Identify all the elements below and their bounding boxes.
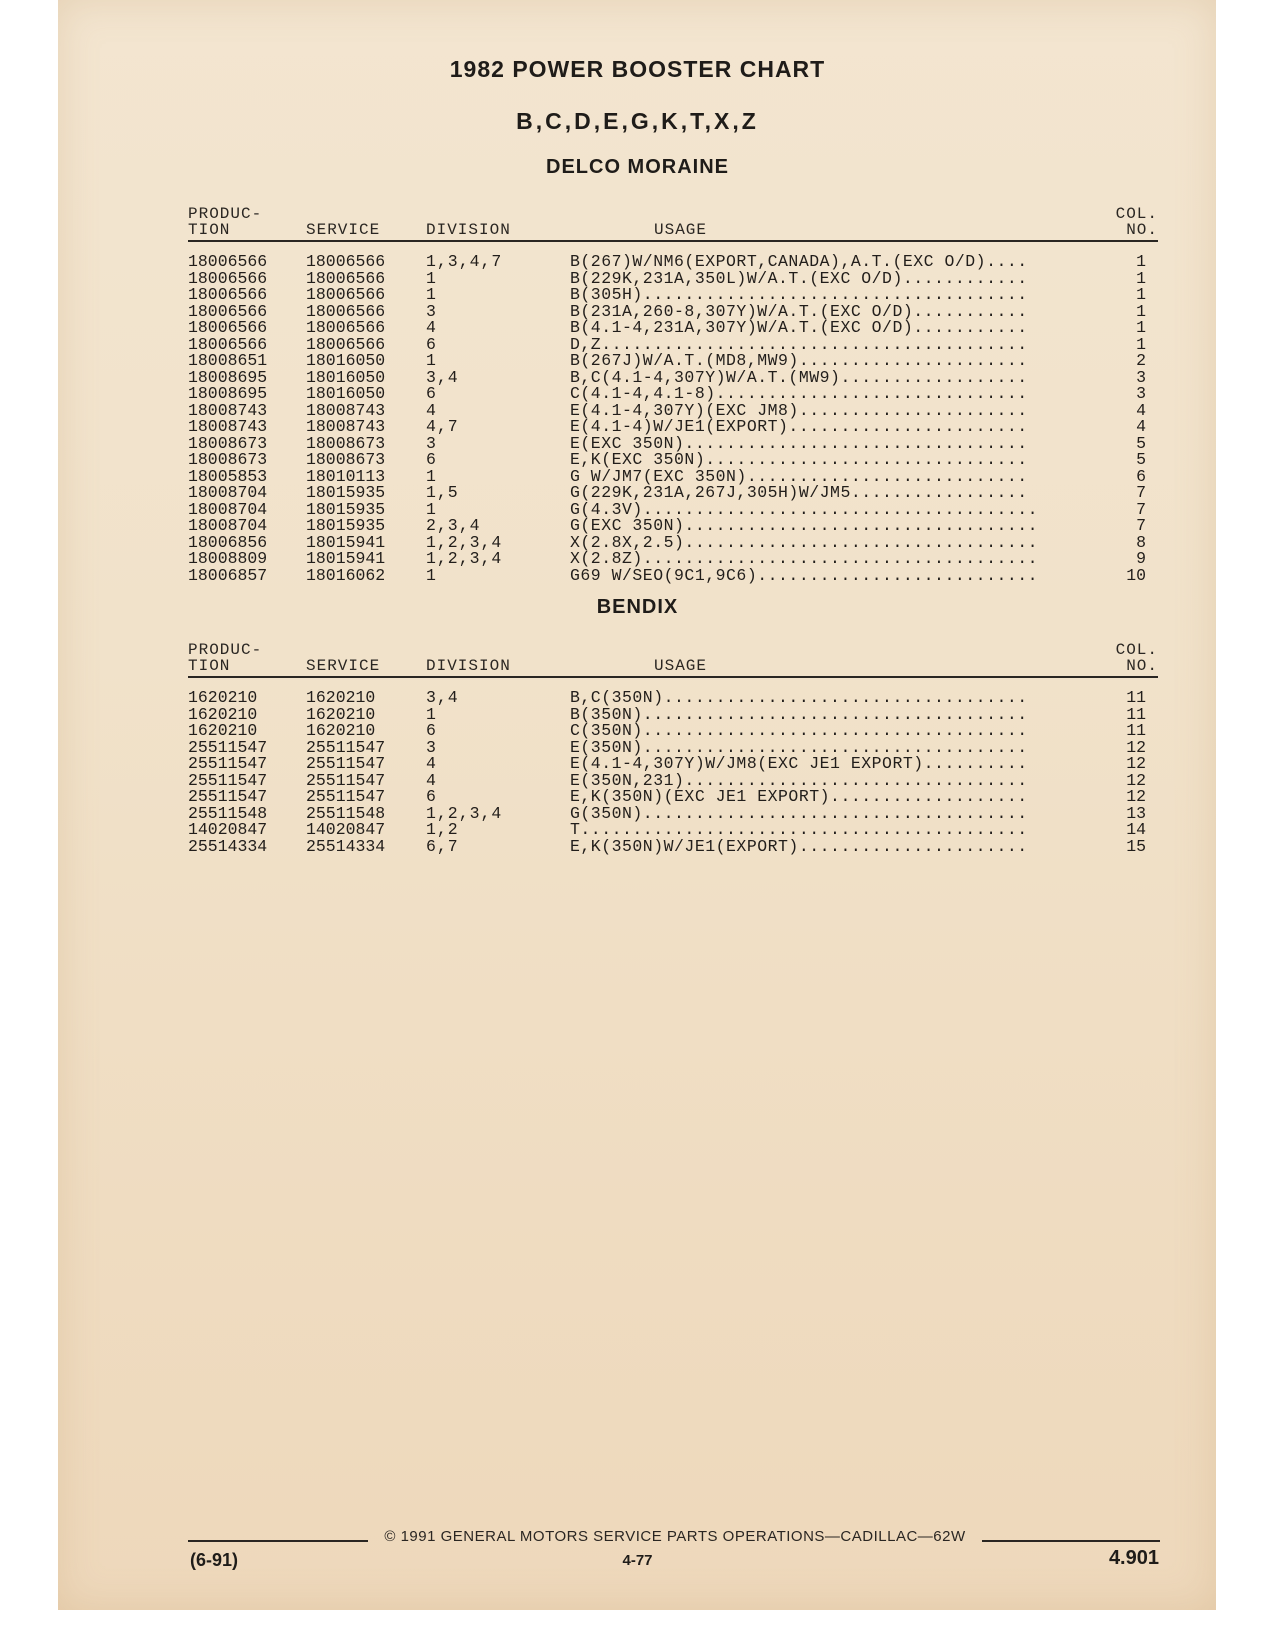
page-subtitle: B,C,D,E,G,K,T,X,Z xyxy=(516,108,759,134)
usage: G W/JM7(EXC 350N)........................... xyxy=(570,468,1028,485)
production-number: 18006566 xyxy=(188,285,268,304)
service-number: 18006566 xyxy=(306,252,386,271)
header-service: SERVICE xyxy=(306,221,381,239)
production-number: 18008704 xyxy=(188,499,268,519)
service-number: 18015941 xyxy=(306,549,386,568)
division: 1 xyxy=(426,565,437,585)
division: 6 xyxy=(426,334,437,354)
division: 6,7 xyxy=(426,836,459,856)
division: 1 xyxy=(426,466,437,486)
col-number: 12 xyxy=(1126,770,1146,790)
production-number: 18008673 xyxy=(188,433,268,453)
production-number: 25511547 xyxy=(188,737,268,757)
service-number: 25511547 xyxy=(306,770,386,790)
usage: D,Z......................................... xyxy=(570,336,1028,353)
delco-rows xyxy=(188,254,1158,584)
col-number: 1 xyxy=(1136,301,1146,321)
production-number: 18008673 xyxy=(188,450,268,469)
usage: B(350N)..................................... xyxy=(570,706,1028,723)
service-number: 18006566 xyxy=(306,334,386,354)
usage: X(2.8Z)...................................... xyxy=(570,551,1039,568)
col-number: 7 xyxy=(1136,483,1146,502)
usage: B(305H)..................................... xyxy=(570,287,1028,304)
usage: G69 W/SEO(9C1,9C6)........................... xyxy=(570,567,1039,584)
production-number: 18006566 xyxy=(188,334,268,354)
division: 4,7 xyxy=(426,417,459,436)
usage: C(4.1-4,4.1-8).............................. xyxy=(570,386,1028,403)
usage: E,K(350N)(EXC JE1 EXPORT)................... xyxy=(570,789,1028,806)
production-number: 18006566 xyxy=(188,268,268,288)
division: 6 xyxy=(426,384,437,403)
division: 1,3,4,7 xyxy=(426,252,503,271)
division: 4 xyxy=(426,770,437,790)
header-division: DIVISION xyxy=(426,657,511,675)
col-number: 8 xyxy=(1136,532,1146,552)
col-number: 3 xyxy=(1136,384,1146,403)
col-number: 4 xyxy=(1136,400,1146,420)
table-row xyxy=(188,836,1158,856)
service-number: 18008743 xyxy=(306,417,386,436)
service-number: 1620210 xyxy=(306,704,376,724)
col-number: 2 xyxy=(1136,351,1146,370)
production-number: 18008809 xyxy=(188,549,268,568)
col-number: 11 xyxy=(1126,721,1146,740)
service-number: 14020847 xyxy=(306,820,386,839)
col-number: 6 xyxy=(1136,466,1146,486)
production-number: 25514334 xyxy=(188,836,268,856)
usage: E(350N)..................................... xyxy=(570,739,1028,756)
usage: B,C(350N)................................... xyxy=(570,690,1028,707)
service-number: 25511547 xyxy=(306,787,386,806)
division: 1 xyxy=(426,351,437,370)
col-number: 3 xyxy=(1136,367,1146,387)
production-number: 18008704 xyxy=(188,483,268,502)
usage: E(4.1-4,307Y)(EXC JM8)...................... xyxy=(570,402,1028,419)
usage: B,C(4.1-4,307Y)W/A.T.(MW9).................. xyxy=(570,369,1028,386)
service-number: 18015935 xyxy=(306,516,386,535)
service-number: 18015941 xyxy=(306,532,386,552)
division: 1 xyxy=(426,499,437,519)
usage: C(350N)..................................... xyxy=(570,723,1028,740)
production-number: 14020847 xyxy=(188,820,268,839)
service-number: 18016050 xyxy=(306,367,386,387)
usage: X(2.8X,2.5).................................. xyxy=(570,534,1039,551)
service-number: 18010113 xyxy=(306,466,386,486)
division: 1,2 xyxy=(426,820,459,839)
usage: E,K(350N)W/JE1(EXPORT)...................... xyxy=(570,838,1028,855)
footer-page-number: 4-77 xyxy=(622,1552,653,1569)
col-number: 11 xyxy=(1126,688,1146,707)
delco-table-header xyxy=(188,196,1158,242)
header-usage: USAGE xyxy=(654,221,708,239)
production-number: 25511547 xyxy=(188,754,268,773)
service-number: 18006566 xyxy=(306,285,386,304)
footer-date: (6-91) xyxy=(190,1550,239,1570)
col-number: 11 xyxy=(1126,704,1146,724)
service-number: 1620210 xyxy=(306,688,376,707)
usage: B(267)W/NM6(EXPORT,CANADA),A.T.(EXC O/D).... xyxy=(570,254,1028,271)
service-number: 18008673 xyxy=(306,433,386,453)
col-number: 1 xyxy=(1136,318,1146,337)
division: 6 xyxy=(426,450,437,469)
header-division: DIVISION xyxy=(426,221,511,239)
page-title: 1982 POWER BOOSTER CHART xyxy=(449,56,826,82)
division: 1,2,3,4 xyxy=(426,803,503,823)
col-number: 12 xyxy=(1126,737,1146,757)
service-number: 25511548 xyxy=(306,803,386,823)
production-number: 18006566 xyxy=(188,252,268,271)
usage: B(267J)W/A.T.(MD8,MW9)...................... xyxy=(570,353,1028,370)
header-usage: USAGE xyxy=(654,657,708,675)
usage: T........................................... xyxy=(570,822,1028,839)
division: 3 xyxy=(426,433,437,453)
production-number: 18006857 xyxy=(188,565,268,585)
division: 1,5 xyxy=(426,483,459,502)
division: 3,4 xyxy=(426,367,459,387)
production-number: 1620210 xyxy=(188,721,258,740)
col-number: 9 xyxy=(1136,549,1146,568)
col-number: 7 xyxy=(1136,499,1146,519)
service-number: 25514334 xyxy=(306,836,386,856)
col-number: 5 xyxy=(1136,433,1146,453)
col-number: 5 xyxy=(1136,450,1146,469)
header-production: PRODUC- TION xyxy=(188,205,263,239)
delco-heading: DELCO MORAINE xyxy=(546,156,729,178)
usage: G(EXC 350N).................................. xyxy=(570,518,1039,535)
service-number: 18016050 xyxy=(306,351,386,370)
service-number: 18016062 xyxy=(306,565,386,585)
service-number: 18006566 xyxy=(306,318,386,337)
col-number: 1 xyxy=(1136,268,1146,288)
production-number: 1620210 xyxy=(188,704,258,724)
service-number: 25511547 xyxy=(306,737,386,757)
col-number: 12 xyxy=(1126,787,1146,806)
division: 3 xyxy=(426,737,437,757)
col-number: 10 xyxy=(1126,565,1146,585)
production-number: 1620210 xyxy=(188,688,258,707)
production-number: 18008651 xyxy=(188,351,268,370)
production-number: 18008704 xyxy=(188,516,268,535)
production-number: 18008743 xyxy=(188,417,268,436)
footer-rule-left xyxy=(188,1540,368,1542)
usage: B(231A,260-8,307Y)W/A.T.(EXC O/D)........... xyxy=(570,303,1028,320)
usage: E(EXC 350N)................................. xyxy=(570,435,1028,452)
service-number: 18008673 xyxy=(306,450,386,469)
division: 1 xyxy=(426,704,437,724)
division: 1,2,3,4 xyxy=(426,532,503,552)
division: 6 xyxy=(426,787,437,806)
division: 4 xyxy=(426,318,437,337)
footer-copyright: © 1991 GENERAL MOTORS SERVICE PARTS OPERATIONS—CADILLAC—62W xyxy=(384,1528,966,1545)
col-number: 1 xyxy=(1136,285,1146,304)
division: 2,3,4 xyxy=(426,516,481,535)
service-number: 18015935 xyxy=(306,483,386,502)
service-number: 1620210 xyxy=(306,721,376,740)
usage: E(4.1-4,307Y)W/JM8(EXC JE1 EXPORT).......... xyxy=(570,756,1028,773)
col-number: 12 xyxy=(1126,754,1146,773)
header-production: PRODUC- TION xyxy=(188,641,263,675)
production-number: 18006566 xyxy=(188,301,268,321)
col-number: 14 xyxy=(1126,820,1146,839)
footer-rule-right xyxy=(982,1540,1160,1542)
usage: G(350N)..................................... xyxy=(570,805,1028,822)
col-number: 13 xyxy=(1126,803,1146,823)
usage: E(4.1-4)W/JE1(EXPORT)....................... xyxy=(570,419,1028,436)
service-number: 18006566 xyxy=(306,268,386,288)
col-number: 15 xyxy=(1126,836,1146,856)
service-number: 18006566 xyxy=(306,301,386,321)
bendix-table-header xyxy=(188,632,1158,678)
bendix-table xyxy=(188,632,1158,855)
division: 4 xyxy=(426,754,437,773)
service-number: 18016050 xyxy=(306,384,386,403)
production-number: 18008743 xyxy=(188,400,268,420)
bendix-rows xyxy=(188,690,1158,855)
division: 3 xyxy=(426,301,437,321)
usage: B(4.1-4,231A,307Y)W/A.T.(EXC O/D)........... xyxy=(570,320,1028,337)
col-number: 7 xyxy=(1136,516,1146,535)
bendix-heading: BENDIX xyxy=(596,596,679,618)
production-number: 25511547 xyxy=(188,787,268,806)
header-service: SERVICE xyxy=(306,657,381,675)
footer-section-number: 4.901 xyxy=(1108,1547,1159,1569)
production-number: 18006566 xyxy=(188,318,268,337)
division: 3,4 xyxy=(426,688,459,707)
division: 1,2,3,4 xyxy=(426,549,503,568)
header-col-no: COL. NO. xyxy=(1115,641,1158,675)
delco-table xyxy=(188,196,1158,584)
usage: B(229K,231A,350L)W/A.T.(EXC O/D)............ xyxy=(570,270,1028,287)
col-number: 1 xyxy=(1136,252,1146,271)
header-col-no: COL. NO. xyxy=(1115,205,1158,239)
production-number: 18008695 xyxy=(188,384,268,403)
usage: E(350N,231)................................. xyxy=(570,772,1028,789)
service-number: 18015935 xyxy=(306,499,386,519)
usage: G(4.3V)...................................... xyxy=(570,501,1039,518)
division: 4 xyxy=(426,400,437,420)
division: 1 xyxy=(426,268,437,288)
production-number: 25511548 xyxy=(188,803,268,823)
service-number: 25511547 xyxy=(306,754,386,773)
table-row xyxy=(188,565,1158,585)
division: 1 xyxy=(426,285,437,304)
division: 6 xyxy=(426,721,437,740)
col-number: 1 xyxy=(1136,334,1146,354)
usage: G(229K,231A,267J,305H)W/JM5................. xyxy=(570,485,1028,502)
col-number: 4 xyxy=(1136,417,1146,436)
production-number: 18006856 xyxy=(188,532,268,552)
production-number: 25511547 xyxy=(188,770,268,790)
service-number: 18008743 xyxy=(306,400,386,420)
production-number: 18008695 xyxy=(188,367,268,387)
production-number: 18005853 xyxy=(188,466,268,486)
usage: E,K(EXC 350N)............................... xyxy=(570,452,1028,469)
